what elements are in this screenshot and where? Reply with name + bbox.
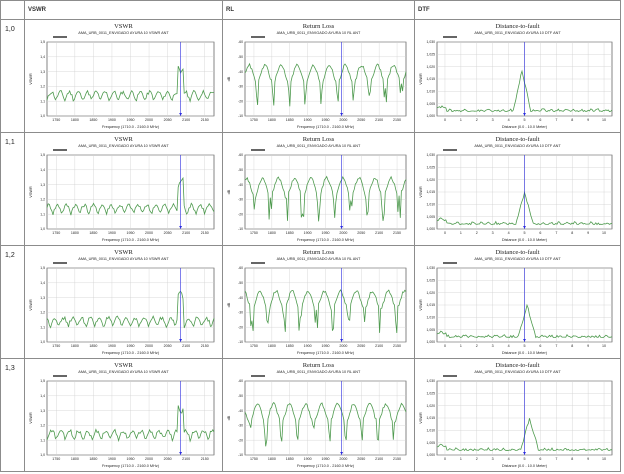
rl-chart <box>223 359 414 471</box>
y-tick-label: 1,5 <box>40 40 45 45</box>
x-tick-label: 1900 <box>107 118 116 122</box>
dtf-cell <box>415 133 621 246</box>
y-tick-label: 1,0 <box>40 114 45 119</box>
x-tick-label: 1800 <box>70 231 79 235</box>
chart-title: Return Loss <box>302 136 335 143</box>
x-axis-label: Distance (0.0 - 10.0 Meter) <box>501 125 548 129</box>
chart-subtitle: AMA_URB_0011_ENVIGADO AYURA 10 RL ANT <box>276 257 361 261</box>
chart-subtitle: AMA_URB_0011_ENVIGADO AYURA 10 RL ANT <box>276 144 361 148</box>
y-tick-label: 1,010 <box>426 202 435 207</box>
y-tick-label: 1,005 <box>426 214 435 219</box>
chart-title: Distance-to-fault <box>495 23 540 30</box>
x-tick-label: 1 <box>459 457 462 461</box>
y-tick-label: -40 <box>238 182 243 187</box>
x-tick-label: 1 <box>459 231 462 235</box>
rl-plot-svg <box>223 359 414 471</box>
x-tick-label: 1900 <box>303 457 312 461</box>
chart-title: VSWR <box>114 23 133 30</box>
x-tick-label: 7 <box>555 457 558 461</box>
dtf-chart <box>415 246 620 358</box>
x-tick-label: 2050 <box>357 231 366 235</box>
y-tick-label: 1,4 <box>40 168 45 172</box>
chart-subtitle: AMA_URB_0011_ENVIGADO AYURA 10 RL ANT <box>276 31 361 35</box>
vswr-plot-svg <box>25 20 222 132</box>
y-tick-label: -60 <box>238 379 243 384</box>
x-tick-label: 1950 <box>126 118 135 122</box>
dtf-plot-svg <box>415 359 620 471</box>
chart-subtitle: AMA_URB_0011_ENVIGADO AYURA 10 DTF ANT <box>474 370 561 374</box>
x-axis-label: Frequency (1710.0 - 2160.0 MHz) <box>297 238 354 242</box>
y-tick-label: 1,1 <box>40 99 45 104</box>
x-tick-label: 10 <box>602 231 607 235</box>
x-axis-label: Frequency (1710.0 - 2160.0 MHz) <box>102 351 159 355</box>
y-tick-label: 1,010 <box>426 315 435 320</box>
chart-title: Return Loss <box>302 249 335 256</box>
chart-subtitle: AMA_URB_0011_ENVIGADO AYURA 10 RL ANT <box>276 370 361 374</box>
y-tick-label: 1,5 <box>40 153 45 158</box>
y-tick-label: -10 <box>238 114 243 119</box>
x-tick-label: 2100 <box>375 344 384 348</box>
x-axis-label: Frequency (1710.0 - 2160.0 MHz) <box>297 351 354 355</box>
x-tick-label: 2100 <box>182 118 191 122</box>
y-tick-label: 1,0 <box>40 340 45 345</box>
x-tick-label: 0 <box>443 231 446 235</box>
x-tick-label: 1800 <box>267 118 276 122</box>
x-axis-label: Distance (0.0 - 10.0 Meter) <box>501 464 548 468</box>
x-tick-label: 1 <box>459 118 462 122</box>
x-tick-label: 1950 <box>321 344 330 348</box>
y-tick-label: -30 <box>238 84 243 89</box>
x-tick-label: 5 <box>523 344 526 348</box>
y-tick-label: 1,4 <box>40 281 45 285</box>
vswr-plot-svg <box>25 359 222 471</box>
x-tick-label: 2 <box>475 231 478 235</box>
x-tick-label: 1800 <box>267 344 276 348</box>
y-tick-label: 1,5 <box>40 379 45 384</box>
vswr-plot-svg <box>25 133 222 245</box>
chart-subtitle: AMA_URB_0011_ENVIGADO AYURA 10 DTF ANT <box>474 31 561 35</box>
x-tick-label: 2150 <box>393 231 402 235</box>
vswr-chart <box>25 133 222 245</box>
x-tick-label: 2100 <box>182 231 191 235</box>
y-tick-label: 1,2 <box>40 423 45 428</box>
x-axis-label: Frequency (1710.0 - 2160.0 MHz) <box>102 238 159 242</box>
y-tick-label: 1,3 <box>40 295 45 300</box>
y-tick-label: -50 <box>238 168 243 172</box>
x-tick-label: 1750 <box>249 231 258 235</box>
vswr-cell <box>25 359 223 472</box>
x-tick-label: 7 <box>555 231 558 235</box>
chart-subtitle: AMA_URB_0011_ENVIGADO AYURA 10 VSWR ANT <box>78 370 169 374</box>
x-tick-label: 2000 <box>145 231 154 235</box>
x-tick-label: 1850 <box>89 344 98 348</box>
x-tick-label: 2000 <box>339 118 348 122</box>
x-tick-label: 6 <box>539 344 542 348</box>
chart-subtitle: AMA_URB_0011_ENVIGADO AYURA 10 VSWR ANT <box>78 257 169 261</box>
chart-title: Distance-to-fault <box>495 362 540 369</box>
y-axis-label: VSWR <box>419 299 423 311</box>
y-tick-label: 1,5 <box>40 266 45 271</box>
x-tick-label: 1900 <box>303 231 312 235</box>
y-tick-label: 1,4 <box>40 394 45 398</box>
y-tick-label: 1,030 <box>426 40 435 45</box>
y-tick-label: 1,000 <box>426 340 435 345</box>
x-tick-label: 1900 <box>107 457 116 461</box>
rl-cell <box>223 246 415 359</box>
header-row <box>1 1 621 20</box>
x-tick-label: 2150 <box>200 344 209 348</box>
rl-cell <box>223 133 415 246</box>
x-tick-label: 1950 <box>321 231 330 235</box>
x-tick-label: 1 <box>459 344 462 348</box>
x-tick-label: 1900 <box>107 231 116 235</box>
x-tick-label: 6 <box>539 231 542 235</box>
x-axis-label: Frequency (1710.0 - 2160.0 MHz) <box>102 464 159 468</box>
x-tick-label: 8 <box>571 231 574 235</box>
y-tick-label: 1,1 <box>40 212 45 217</box>
x-tick-label: 9 <box>587 344 590 348</box>
y-axis-label: VSWR <box>29 186 33 198</box>
x-tick-label: 2150 <box>200 457 209 461</box>
y-tick-label: 1,3 <box>40 69 45 74</box>
x-tick-label: 10 <box>602 118 607 122</box>
y-tick-label: 1,005 <box>426 440 435 445</box>
x-tick-label: 1850 <box>285 231 294 235</box>
y-tick-label: 1,2 <box>40 84 45 89</box>
x-tick-label: 1750 <box>249 457 258 461</box>
x-tick-label: 5 <box>523 231 526 235</box>
x-tick-label: 2000 <box>145 118 154 122</box>
header-vswr: VSWR <box>25 1 223 20</box>
x-tick-label: 1950 <box>126 457 135 461</box>
table-row <box>1 20 621 133</box>
table-row <box>1 246 621 359</box>
y-axis-label: dB <box>227 302 231 308</box>
y-tick-label: -60 <box>238 153 243 158</box>
x-tick-label: 1750 <box>52 344 61 348</box>
x-tick-label: 8 <box>571 118 574 122</box>
x-tick-label: 2050 <box>163 344 172 348</box>
x-tick-label: 2150 <box>393 118 402 122</box>
chart-title: Distance-to-fault <box>495 249 540 256</box>
y-tick-label: -60 <box>238 266 243 271</box>
y-tick-label: 1,010 <box>426 428 435 433</box>
x-tick-label: 2000 <box>339 231 348 235</box>
x-axis-label: Frequency (1710.0 - 2160.0 MHz) <box>102 125 159 129</box>
dtf-cell <box>415 359 621 472</box>
x-tick-label: 1950 <box>321 118 330 122</box>
x-tick-label: 8 <box>571 344 574 348</box>
row-label: 1,0 <box>1 20 25 133</box>
x-tick-label: 2100 <box>375 457 384 461</box>
y-tick-label: 1,2 <box>40 310 45 315</box>
x-axis-label: Distance (0.0 - 10.0 Meter) <box>501 238 548 242</box>
x-tick-label: 9 <box>587 231 590 235</box>
y-tick-label: -20 <box>238 99 243 104</box>
x-tick-label: 6 <box>539 457 542 461</box>
x-tick-label: 4 <box>507 231 510 235</box>
x-tick-label: 5 <box>523 118 526 122</box>
x-tick-label: 2150 <box>200 231 209 235</box>
y-tick-label: -40 <box>238 69 243 74</box>
rl-plot-svg <box>223 133 414 245</box>
dtf-plot-svg <box>415 133 620 245</box>
x-tick-label: 3 <box>491 231 494 235</box>
y-tick-label: 1,4 <box>40 55 45 59</box>
y-tick-label: 1,000 <box>426 114 435 119</box>
x-tick-label: 0 <box>443 344 446 348</box>
x-tick-label: 8 <box>571 457 574 461</box>
y-tick-label: -30 <box>238 310 243 315</box>
header-row-label <box>1 1 25 20</box>
x-tick-label: 2000 <box>145 457 154 461</box>
x-tick-label: 2000 <box>339 344 348 348</box>
y-tick-label: 1,015 <box>426 77 435 82</box>
x-tick-label: 5 <box>523 457 526 461</box>
y-tick-label: 1,025 <box>426 52 435 57</box>
x-tick-label: 2 <box>475 457 478 461</box>
y-tick-label: 1,025 <box>426 165 435 170</box>
chart-subtitle: AMA_URB_0011_ENVIGADO AYURA 10 VSWR ANT <box>78 31 169 35</box>
x-tick-label: 1800 <box>70 118 79 122</box>
row-label: 1,2 <box>1 246 25 359</box>
x-tick-label: 2050 <box>357 457 366 461</box>
x-tick-label: 1850 <box>89 457 98 461</box>
x-tick-label: 2150 <box>200 118 209 122</box>
y-tick-label: 1,005 <box>426 101 435 106</box>
y-tick-label: -20 <box>238 325 243 330</box>
x-tick-label: 2000 <box>145 344 154 348</box>
x-tick-label: 3 <box>491 118 494 122</box>
dtf-cell <box>415 246 621 359</box>
y-tick-label: -60 <box>238 40 243 45</box>
x-tick-label: 1750 <box>52 118 61 122</box>
x-tick-label: 6 <box>539 118 542 122</box>
header-dtf: DTF <box>415 1 621 20</box>
row-label: 1,1 <box>1 133 25 246</box>
y-tick-label: 1,015 <box>426 303 435 308</box>
y-tick-label: 1,020 <box>426 403 435 408</box>
x-tick-label: 2050 <box>357 118 366 122</box>
x-tick-label: 1750 <box>52 457 61 461</box>
x-tick-label: 1750 <box>249 344 258 348</box>
y-tick-label: -10 <box>238 227 243 232</box>
x-tick-label: 2100 <box>182 457 191 461</box>
x-axis-label: Frequency (1710.0 - 2160.0 MHz) <box>297 464 354 468</box>
y-tick-label: 1,020 <box>426 64 435 69</box>
x-axis-label: Frequency (1710.0 - 2160.0 MHz) <box>297 125 354 129</box>
x-tick-label: 9 <box>587 118 590 122</box>
x-tick-label: 0 <box>443 457 446 461</box>
chart-subtitle: AMA_URB_0011_ENVIGADO AYURA 10 DTF ANT <box>474 257 561 261</box>
y-tick-label: -10 <box>238 340 243 345</box>
y-tick-label: 1,020 <box>426 290 435 295</box>
x-tick-label: 2050 <box>163 457 172 461</box>
x-tick-label: 10 <box>602 457 607 461</box>
rl-cell <box>223 359 415 472</box>
y-tick-label: 1,030 <box>426 266 435 271</box>
x-tick-label: 7 <box>555 344 558 348</box>
dtf-chart <box>415 133 620 245</box>
x-tick-label: 1900 <box>303 118 312 122</box>
y-axis-label: VSWR <box>29 412 33 424</box>
x-tick-label: 4 <box>507 118 510 122</box>
y-tick-label: -10 <box>238 453 243 458</box>
y-axis-label: dB <box>227 415 231 421</box>
chart-subtitle: AMA_URB_0011_ENVIGADO AYURA 10 VSWR ANT <box>78 144 169 148</box>
chart-title: VSWR <box>114 136 133 143</box>
y-tick-label: 1,3 <box>40 182 45 187</box>
rl-cell <box>223 20 415 133</box>
x-tick-label: 3 <box>491 457 494 461</box>
y-tick-label: 1,030 <box>426 379 435 384</box>
y-tick-label: 1,025 <box>426 278 435 283</box>
y-tick-label: -50 <box>238 394 243 398</box>
x-tick-label: 2000 <box>339 457 348 461</box>
header-rl: RL <box>223 1 415 20</box>
x-tick-label: 4 <box>507 457 510 461</box>
rl-chart <box>223 133 414 245</box>
y-tick-label: -50 <box>238 55 243 59</box>
x-tick-label: 4 <box>507 344 510 348</box>
x-tick-label: 2150 <box>393 457 402 461</box>
vswr-cell <box>25 20 223 133</box>
x-tick-label: 1950 <box>126 231 135 235</box>
dtf-chart <box>415 359 620 471</box>
vswr-plot-svg <box>25 246 222 358</box>
x-tick-label: 0 <box>443 118 446 122</box>
y-tick-label: 1,010 <box>426 89 435 94</box>
y-tick-label: -40 <box>238 408 243 413</box>
x-tick-label: 2100 <box>375 231 384 235</box>
x-tick-label: 2150 <box>393 344 402 348</box>
y-axis-label: dB <box>227 76 231 82</box>
chart-title: Return Loss <box>302 23 335 30</box>
x-tick-label: 1950 <box>321 457 330 461</box>
y-tick-label: 1,1 <box>40 325 45 330</box>
y-tick-label: 1,0 <box>40 227 45 232</box>
x-tick-label: 2 <box>475 118 478 122</box>
vswr-chart <box>25 359 222 471</box>
x-tick-label: 10 <box>602 344 607 348</box>
y-tick-label: 1,1 <box>40 438 45 443</box>
y-tick-label: 1,3 <box>40 408 45 413</box>
y-tick-label: 1,015 <box>426 190 435 195</box>
y-tick-label: 1,025 <box>426 391 435 396</box>
x-tick-label: 9 <box>587 457 590 461</box>
vswr-cell <box>25 133 223 246</box>
vswr-chart <box>25 246 222 358</box>
x-tick-label: 1800 <box>70 457 79 461</box>
x-tick-label: 1900 <box>303 344 312 348</box>
rl-plot-svg <box>223 20 414 132</box>
y-tick-label: -20 <box>238 212 243 217</box>
x-tick-label: 1800 <box>267 457 276 461</box>
y-tick-label: 1,000 <box>426 453 435 458</box>
y-tick-label: 1,030 <box>426 153 435 158</box>
y-tick-label: -40 <box>238 295 243 300</box>
table-row <box>1 359 621 472</box>
chart-title: VSWR <box>114 362 133 369</box>
y-tick-label: -30 <box>238 423 243 428</box>
x-tick-label: 1900 <box>107 344 116 348</box>
y-axis-label: VSWR <box>29 73 33 85</box>
x-tick-label: 1950 <box>126 344 135 348</box>
x-axis-label: Distance (0.0 - 10.0 Meter) <box>501 351 548 355</box>
y-tick-label: 1,000 <box>426 227 435 232</box>
x-tick-label: 7 <box>555 118 558 122</box>
y-tick-label: 1,005 <box>426 327 435 332</box>
chart-title: Distance-to-fault <box>495 136 540 143</box>
rl-chart <box>223 246 414 358</box>
dtf-chart <box>415 20 620 132</box>
vswr-chart <box>25 20 222 132</box>
y-axis-label: VSWR <box>419 412 423 424</box>
y-axis-label: dB <box>227 189 231 195</box>
rl-plot-svg <box>223 246 414 358</box>
x-tick-label: 3 <box>491 344 494 348</box>
x-tick-label: 1850 <box>89 231 98 235</box>
row-label: 1,3 <box>1 359 25 472</box>
y-tick-label: -20 <box>238 438 243 443</box>
x-tick-label: 1850 <box>89 118 98 122</box>
x-tick-label: 2100 <box>182 344 191 348</box>
x-tick-label: 2050 <box>357 344 366 348</box>
chart-title: Return Loss <box>302 362 335 369</box>
rl-chart <box>223 20 414 132</box>
dtf-plot-svg <box>415 246 620 358</box>
y-tick-label: 1,020 <box>426 177 435 182</box>
y-tick-label: -50 <box>238 281 243 285</box>
y-tick-label: -30 <box>238 197 243 202</box>
x-tick-label: 1800 <box>267 231 276 235</box>
dtf-cell <box>415 20 621 133</box>
x-tick-label: 2050 <box>163 231 172 235</box>
x-tick-label: 1850 <box>285 344 294 348</box>
x-tick-label: 1750 <box>249 118 258 122</box>
y-tick-label: 1,015 <box>426 416 435 421</box>
y-tick-label: 1,0 <box>40 453 45 458</box>
y-axis-label: VSWR <box>419 186 423 198</box>
x-tick-label: 1850 <box>285 457 294 461</box>
x-tick-label: 2 <box>475 344 478 348</box>
table-row <box>1 133 621 246</box>
chart-title: VSWR <box>114 249 133 256</box>
chart-subtitle: AMA_URB_0011_ENVIGADO AYURA 10 DTF ANT <box>474 144 561 148</box>
x-tick-label: 1800 <box>70 344 79 348</box>
y-tick-label: 1,2 <box>40 197 45 202</box>
y-axis-label: VSWR <box>29 299 33 311</box>
x-tick-label: 1750 <box>52 231 61 235</box>
dtf-plot-svg <box>415 20 620 132</box>
x-tick-label: 2050 <box>163 118 172 122</box>
y-axis-label: VSWR <box>419 73 423 85</box>
vswr-cell <box>25 246 223 359</box>
x-tick-label: 1850 <box>285 118 294 122</box>
x-tick-label: 2100 <box>375 118 384 122</box>
